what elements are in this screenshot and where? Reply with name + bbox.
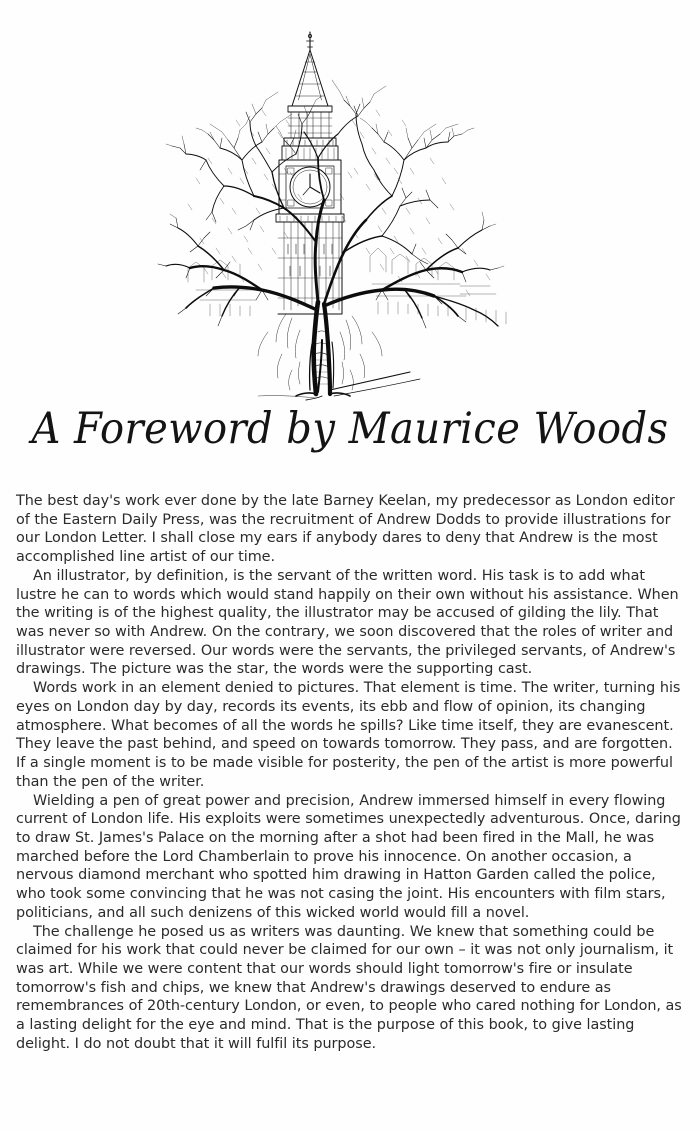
- paragraph-1: The best day's work ever done by the late Barney Keelan, my predecessor as London editor of the Eastern Daily Press, was the recruitment of Andrew Dodds to provide illustrations for our London Letter. I shall close my ears if anybody dares to deny that Andrew is the most accomplished line artist of our time.: [16, 493, 675, 566]
- foreword-body: [16, 492, 684, 1054]
- page-title: A Foreword by Maurice Woods: [31, 404, 669, 454]
- bare-tree-group: [158, 80, 504, 400]
- paragraph-2: An illustrator, by definition, is the servant of the written word. His task is to add what lustre he can to words which would stand happily on their own without his assistance. When the writing is of the highest quality, the illustrator may be accused of gilding the lily. That was never so with Andrew. On the contrary, we soon discovered that the roles of writer and illustrator were reversed. Our words were the servants, the privileged servants, of Andrew's drawings. The picture was the star, the words were the supporting cast.: [16, 567, 679, 678]
- paragraph-5: The challenge he posed us as writers was daunting. We knew that something could be claimed for his work that could never be claimed for our own – it was not only journalism, it was art. While we were content that our words should light tomorrow's fire or insulate tomorrow's fish and chips, we knew that Andrew's drawings deserved to endure as remembrances of 20th-century London, or even, to people who cared nothing for London, as a lasting delight for the eye and mind. That is the purpose of this book, to give lasting delight. I do not doubt that it will fulfil its purpose.: [16, 923, 682, 1052]
- paragraph-4: Wielding a pen of great power and precision, Andrew immersed himself in every flowing current of London life. His exploits were sometimes unexpectedly adventurous. Once, daring to draw St. James's Palace on the morning after a shot had been fired in the Mall, he was marched before the Lord Chamberlain to prove his innocence. On another occasion, a nervous diamond merchant who spotted him drawing in Hatton Garden called the police, who took some convincing that he was not casing the joint. His encounters with film stars, politicians, and all such denizens of this wicked world would fill a novel.: [16, 792, 681, 921]
- big-ben-behind-bare-tree-illustration: [0, 14, 700, 402]
- paragraph-3: Words work in an element denied to pictures. That element is time. The writer, turning his eyes on London day by day, records its events, its ebb and flow of opinion, its changing atmosphere. What becomes of all the words he spills? Like time itself, they are evanescent. They leave the past behind, and speed on towards tomorrow. They pass, and are forgotten. If a single moment is to be made visible for posterity, the pen of the artist is more powerful than the pen of the writer.: [16, 680, 681, 790]
- clock-tower-group: [276, 32, 344, 314]
